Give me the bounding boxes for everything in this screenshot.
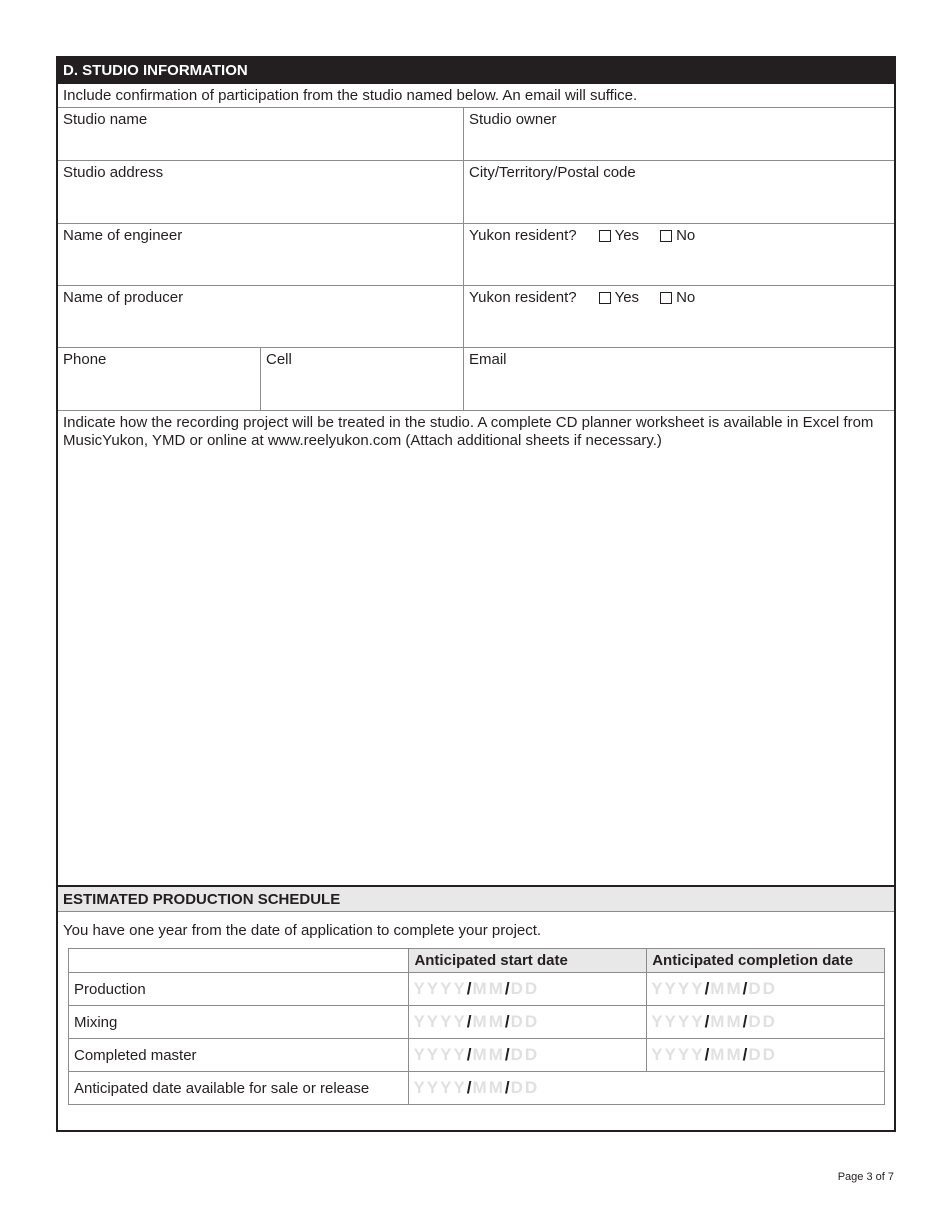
date-year: YYYY <box>413 979 467 998</box>
engineer-name-label: Name of engineer <box>63 227 183 244</box>
producer-name-field[interactable] <box>58 286 463 347</box>
mixing-start-date-field[interactable] <box>409 1006 647 1039</box>
engineer-name-field[interactable] <box>58 224 463 285</box>
date-year: YYYY <box>651 1012 705 1031</box>
date-month: MM <box>472 979 505 998</box>
production-label: Production <box>69 973 409 1006</box>
date-year: YYYY <box>413 1078 467 1097</box>
producer-name-label: Name of producer <box>63 289 184 306</box>
schedule-header-blank <box>69 949 409 973</box>
studio-treatment-section <box>58 411 894 887</box>
yes-label: Yes <box>614 227 640 244</box>
date-day: DD <box>510 1078 540 1097</box>
engineer-resident-cell <box>463 224 894 285</box>
master-completion-date-field[interactable] <box>647 1039 885 1072</box>
completed-master-label: Completed master <box>69 1039 409 1072</box>
cell-label: Cell <box>266 351 292 368</box>
date-year: YYYY <box>651 979 705 998</box>
date-sep: / <box>742 1045 749 1064</box>
release-date-label: Anticipated date available for sale or release <box>69 1072 409 1105</box>
city-postal-label: City/Territory/Postal code <box>469 164 636 181</box>
studio-name-field[interactable] <box>58 108 463 160</box>
producer-resident-yes-checkbox[interactable] <box>599 292 611 304</box>
table-row <box>69 1006 885 1039</box>
date-year: YYYY <box>413 1012 467 1031</box>
studio-address-field[interactable] <box>58 161 463 223</box>
date-sep: / <box>704 1012 711 1031</box>
engineer-resident-no-checkbox[interactable] <box>660 230 672 242</box>
date-day: DD <box>748 1045 777 1064</box>
table-row <box>69 973 885 1006</box>
section-d-instruction: Include confirmation of participation from the studio named below. An email will suffice. <box>58 84 894 108</box>
date-sep: / <box>504 1012 511 1031</box>
phone-field[interactable] <box>58 348 260 410</box>
date-sep: / <box>504 979 511 998</box>
date-sep: / <box>466 979 473 998</box>
studio-information-form <box>56 56 896 1132</box>
production-completion-date-field[interactable] <box>647 973 885 1006</box>
date-sep: / <box>704 1045 711 1064</box>
mixing-completion-date-field[interactable] <box>647 1006 885 1039</box>
section-d-title: D. STUDIO INFORMATION <box>58 58 894 84</box>
master-start-date-field[interactable] <box>409 1039 647 1072</box>
contact-row <box>58 348 894 411</box>
studio-name-row <box>58 108 894 161</box>
date-day: DD <box>510 1012 540 1031</box>
no-label: No <box>676 227 696 244</box>
date-sep: / <box>466 1078 473 1097</box>
table-row <box>69 1072 885 1105</box>
release-date-field[interactable] <box>409 1072 885 1105</box>
date-day: DD <box>748 1012 777 1031</box>
date-month: MM <box>710 979 743 998</box>
date-sep: / <box>742 979 749 998</box>
studio-address-label: Studio address <box>63 164 164 181</box>
schedule-note: You have one year from the date of application to complete your project. <box>63 922 542 939</box>
producer-resident-question: Yukon resident? <box>469 289 577 306</box>
engineer-resident-question: Yukon resident? <box>469 227 577 244</box>
date-day: DD <box>748 979 777 998</box>
producer-row <box>58 286 894 348</box>
email-field[interactable] <box>463 348 894 410</box>
date-sep: / <box>504 1045 511 1064</box>
table-row <box>69 1039 885 1072</box>
studio-owner-label: Studio owner <box>469 111 557 128</box>
engineer-row <box>58 224 894 286</box>
studio-name-label: Studio name <box>63 111 148 128</box>
date-month: MM <box>710 1045 743 1064</box>
studio-address-row <box>58 161 894 224</box>
date-year: YYYY <box>413 1045 467 1064</box>
phone-label: Phone <box>63 351 107 368</box>
producer-resident-no-checkbox[interactable] <box>660 292 672 304</box>
yes-label: Yes <box>614 289 640 306</box>
date-sep: / <box>504 1078 511 1097</box>
no-label: No <box>676 289 696 306</box>
mixing-label: Mixing <box>69 1006 409 1039</box>
page-number: Page 3 of 7 <box>837 1171 894 1183</box>
date-year: YYYY <box>651 1045 705 1064</box>
schedule-table <box>68 948 885 1105</box>
email-label: Email <box>469 351 507 368</box>
date-month: MM <box>472 1045 505 1064</box>
studio-owner-field[interactable] <box>463 108 894 160</box>
date-sep: / <box>466 1012 473 1031</box>
date-month: MM <box>710 1012 743 1031</box>
studio-treatment-instruction: Indicate how the recording project will be treated in the studio. A complete CD planner worksheet is available in Excel from MusicYukon, YMD or online at www.reelyukon.com (Attach additional sheets if necessary.) <box>63 414 874 449</box>
production-start-date-field[interactable] <box>409 973 647 1006</box>
producer-resident-cell <box>463 286 894 347</box>
date-sep: / <box>742 1012 749 1031</box>
schedule-title: ESTIMATED PRODUCTION SCHEDULE <box>58 887 894 912</box>
date-month: MM <box>472 1012 505 1031</box>
city-postal-field[interactable] <box>463 161 894 223</box>
studio-treatment-textarea[interactable] <box>63 450 884 870</box>
completion-date-header: Anticipated completion date <box>647 949 885 973</box>
date-sep: / <box>704 979 711 998</box>
date-sep: / <box>466 1045 473 1064</box>
date-day: DD <box>510 979 540 998</box>
date-day: DD <box>510 1045 540 1064</box>
engineer-resident-yes-checkbox[interactable] <box>599 230 611 242</box>
schedule-header-row <box>69 949 885 973</box>
date-month: MM <box>472 1078 505 1097</box>
cell-field[interactable] <box>260 348 463 410</box>
start-date-header: Anticipated start date <box>409 949 647 973</box>
